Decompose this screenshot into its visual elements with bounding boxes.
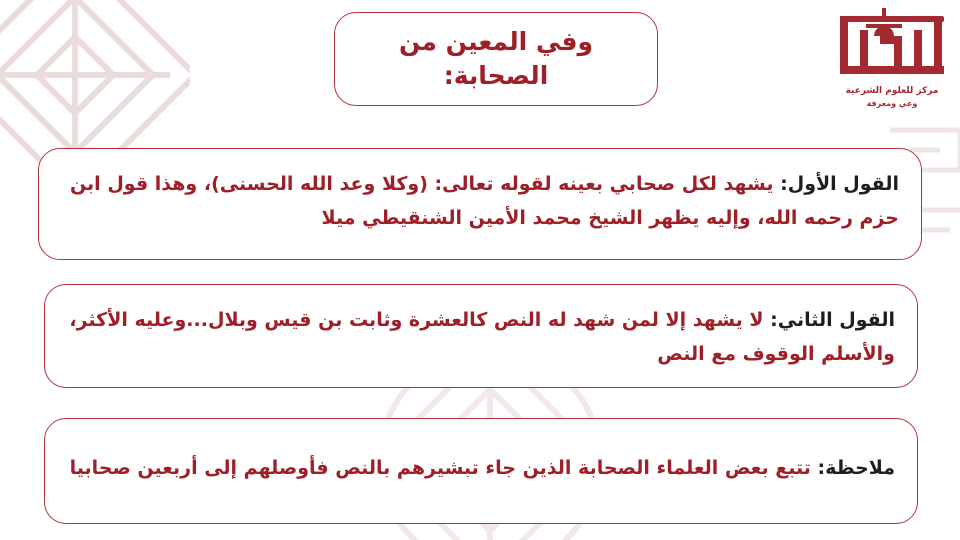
title-box	[334, 12, 658, 106]
first-opinion-body: يشهد لكل صحابي بعينه لقوله تعالى: (وكلا وعد الله الحسنى)، وهذا قول ابن حزم رحمه الله، وإليه يظهر الشيخ محمد الأمين الشنقيطي ميلا	[69, 173, 899, 229]
note-heading: ملاحظة:	[817, 457, 895, 479]
second-opinion-body: لا يشهد إلا لمن شهد له النص كالعشرة وثابت بن قيس وبلال...وعليه الأكثر، والأسلم الوقوف مع النص	[69, 309, 895, 365]
slide-title-line-2: الصحابة:	[443, 61, 549, 90]
note-box	[44, 418, 918, 524]
second-opinion-box	[44, 284, 918, 388]
note-text	[67, 451, 895, 485]
logo-mark-icon	[836, 6, 948, 84]
first-opinion-box	[38, 148, 922, 260]
logo-tagline-1: مركز للعلوم الشرعية	[845, 86, 939, 96]
second-opinion-text	[67, 303, 895, 371]
logo-tagline-2: وعي ومعرفة	[866, 99, 918, 108]
first-opinion-text	[61, 167, 899, 235]
first-opinion-heading: القول الأول:	[780, 173, 899, 195]
second-opinion-heading: القول الثاني:	[770, 309, 895, 331]
slide-title-line-1: وفي المعين من	[398, 27, 594, 56]
note-body: تتبع بعض العلماء الصحابة الذين جاء تبشيرهم بالنص فأوصلهم إلى أربعين صحابيا	[69, 457, 818, 479]
brand-logo	[836, 6, 948, 110]
slide-title	[335, 13, 657, 93]
